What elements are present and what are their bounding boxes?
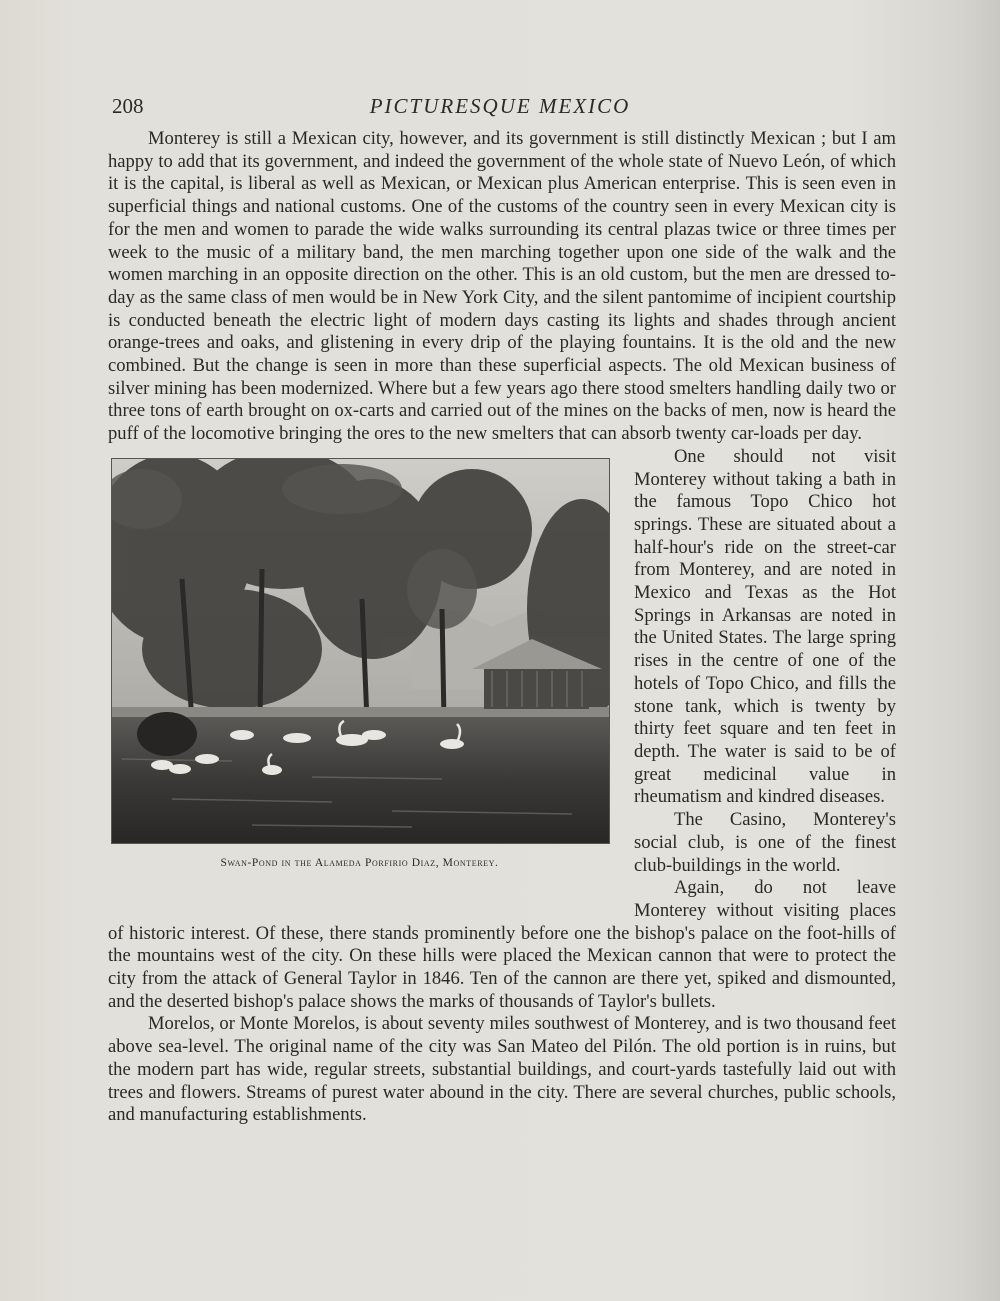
- swan-pond-illustration: [112, 459, 609, 843]
- figure-caption: Swan-Pond in the Alameda Porfirio Diaz, Monterey.: [220, 856, 499, 869]
- paragraph-1-text: Monterey is still a Mexican city, however, and its government is still distinctly Mexican ; but I am happy to add that its government, and indeed the government of the whole state of Nuevo León, of which it is the capital, is liberal as well as Mexican, or Mexican plus American enterprise. This is seen even in superficial things and national customs. One of the customs of the country seen in every Mexican city is for the men and women to parade the wide walks surrounding its central plazas twice or three times per week to the music of a military band, the men marching together upon one side of the walk and the women marching in an opposite direction on the other. This is an old custom, but the men are dressed to-day as the same class of men would be in New York City, and the silent pantomime of incipient courtship is conducted beneath the electric light of modern days casting its lights and shades through ancient orange-trees and oaks, and glistening in every drip of the playing fountains. It is the old and the new combined. But the change is seen in more than these superficial aspects. The old Mexican business of silver mining has been modernized. Where but a few years ago there stood smelters handling daily two or three tons of earth brought on ox-carts and carried out of the mines on the backs of men, now is heard the puff of the locomotive bringing the ores to the new smelters that can absorb twenty car-loads per day.: [108, 128, 896, 445]
- figure-swan-pond: [108, 458, 618, 906]
- paragraph-3-text: The Casino, Monterey's social club, is one of the finest club-buildings in the world.: [634, 809, 896, 876]
- paragraph-monterey-customs: [108, 128, 896, 446]
- page-number: 208: [112, 94, 144, 118]
- swan-pond-photo: [111, 458, 610, 844]
- body-text: [108, 128, 896, 1127]
- paragraph-4-text: Again, do not leave Monterey without visiting places of historic interest. Of these, there stands prominently before one the bishop's palace on the foot-hills of the mountains west of the city. On these hills were placed the Mexican cannon that were to protect the city from the attack of General Taylor in 1846. Ten of the cannon are there yet, spiked and dismounted, and the deserted bishop's palace shows the marks of thousands of Taylor's bullets.: [108, 877, 896, 1012]
- paragraph-5-text: Morelos, or Monte Morelos, is about seventy miles southwest of Monterey, and is two thousand feet above sea-level. The original name of the city was San Mateo del Pilón. The old portion is in ruins, but the modern part has wide, regular streets, substantial buildings, and court-yards tastefully laid out with trees and flowers. Streams of purest water abound in the city. There are several churches, public schools, and manufacturing establishments.: [108, 1013, 896, 1126]
- paragraph-morelos: [108, 1013, 896, 1127]
- running-title: PICTURESQUE MEXICO: [369, 94, 631, 118]
- paragraph-2-text: One should not visit Monterey without taking a bath in the famous Topo Chico hot springs. These are situated about a half-hour's ride on the street-car from Monterey, and are noted in Mexico and Texas as the Hot Springs in Arkansas are noted in the United States. The large spring rises in the centre of one of the hotels of Topo Chico, and fills the stone tank, which is twenty by thirty feet square and ten feet in depth. The water is said to be of great medicinal value in rheumatism and kindred diseases.: [634, 445, 896, 808]
